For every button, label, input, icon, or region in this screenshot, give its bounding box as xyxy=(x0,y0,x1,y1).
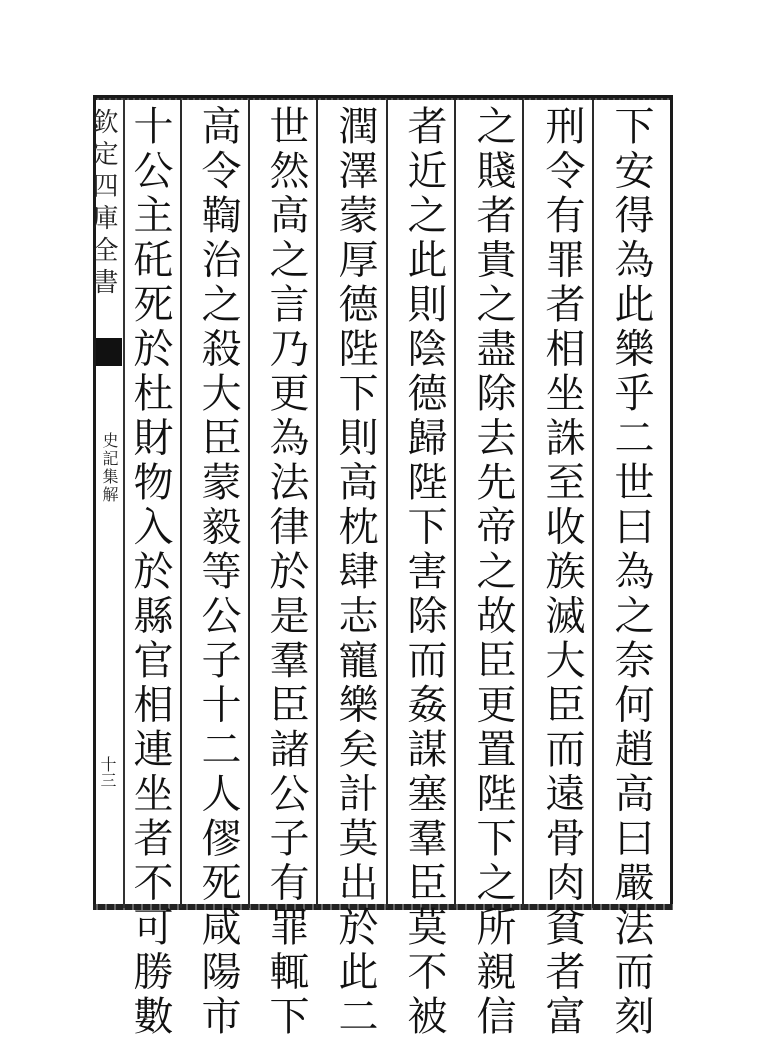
book-name: 史記集解 xyxy=(100,432,119,504)
text-column-4: 者近之此則陰德歸陛下害除而姦謀塞羣臣莫不被 xyxy=(401,105,447,1040)
text-column-7: 高令鞫治之殺大臣蒙毅等公子十二人僇死咸陽市 xyxy=(195,105,241,1040)
column-rule xyxy=(248,100,250,908)
text-column-5: 潤澤蒙厚德陛下則高枕肆志寵樂矣計莫出於此二 xyxy=(332,105,378,1040)
text-column-8: 十公主矺死於杜財物入於縣官相連坐者不可勝數 xyxy=(127,105,173,1040)
column-rule xyxy=(180,100,182,908)
text-column-3: 之賤者貴之盡除去先帝之故臣更置陛下之所親信 xyxy=(470,105,516,1040)
fish-tail-mark xyxy=(96,338,122,366)
text-column-6: 世然高之言乃更為法律於是羣臣諸公子有罪輒下 xyxy=(263,105,309,1040)
column-rule xyxy=(592,100,594,908)
column-rule xyxy=(454,100,456,908)
text-column-2: 刑令有罪者相坐誅至收族滅大臣而遠骨肉貧者富 xyxy=(539,105,585,1040)
text-column-1: 下安得為此樂乎二世曰為之奈何趙高曰嚴法而刻 xyxy=(608,105,654,1040)
page-number: 十三 xyxy=(98,756,117,788)
library-title: 欽定四庫全書 xyxy=(88,108,118,300)
column-rule xyxy=(386,100,388,908)
column-rule xyxy=(316,100,318,908)
